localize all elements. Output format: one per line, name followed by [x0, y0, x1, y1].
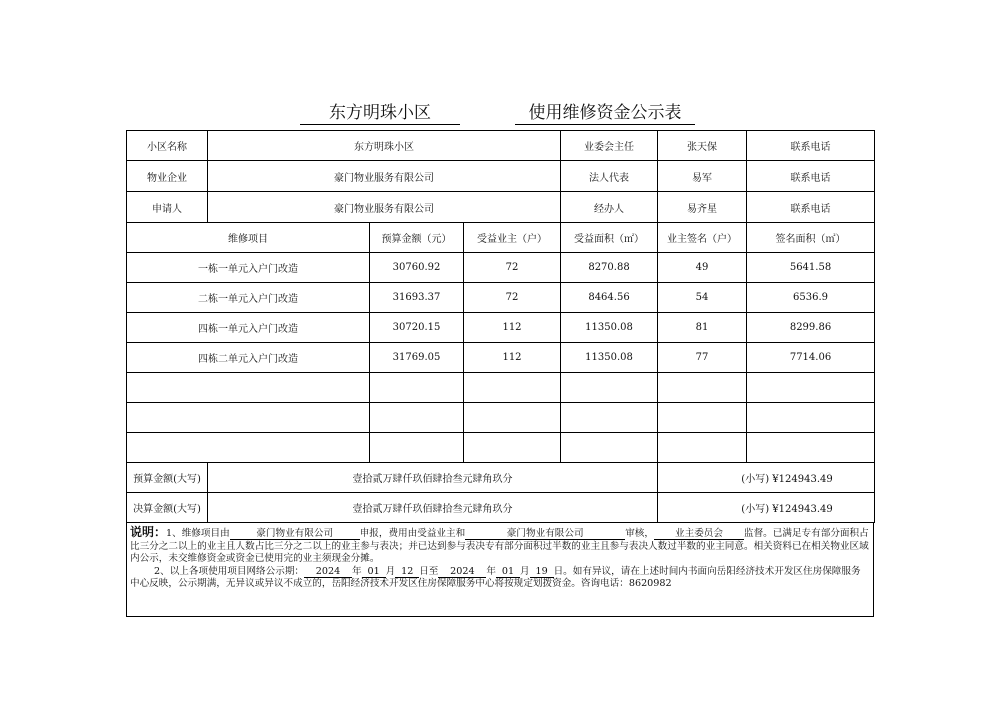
- final-label: 决算金额(大写): [127, 493, 208, 523]
- legal-rep: 易军: [658, 161, 747, 192]
- label: 联系电话: [747, 131, 875, 161]
- supervisor: 业主委员会: [654, 528, 744, 540]
- label: 小区名称: [127, 131, 208, 161]
- budget: 31693.37: [370, 283, 464, 313]
- start-year: 2024: [304, 566, 352, 578]
- col-header: 预算金额（元）: [370, 223, 464, 253]
- final-lowercase: (小写) ¥124943.49: [658, 493, 875, 523]
- signed-area: 8299.86: [747, 313, 875, 343]
- info-row-applicant: [127, 192, 875, 223]
- signed: 54: [658, 283, 747, 313]
- signed: 77: [658, 343, 747, 373]
- community-name: 东方明珠小区: [208, 131, 561, 161]
- label: 联系电话: [747, 161, 875, 192]
- signed: 81: [658, 313, 747, 343]
- property-company: 豪门物业服务有限公司: [208, 161, 561, 192]
- table-row: [127, 343, 875, 373]
- budget: 30760.92: [370, 253, 464, 283]
- column-header-row: [127, 223, 875, 253]
- applicant-company: 豪门物业有限公司: [230, 528, 360, 540]
- table-row: [127, 253, 875, 283]
- title-community: 东方明珠小区: [300, 98, 460, 125]
- signed-area: 7714.06: [747, 343, 875, 373]
- table-row: [127, 313, 875, 343]
- budget-amount-row: [127, 463, 875, 493]
- label: 申请人: [127, 192, 208, 223]
- budget: 30720.15: [370, 313, 464, 343]
- start-month: 01: [362, 566, 386, 578]
- area: 8270.88: [561, 253, 658, 283]
- area: 11350.08: [561, 313, 658, 343]
- note-paragraph-1: 说明：1、维修项目由 豪门物业有限公司 申报，费用由受益业主和 豪门物业有限公司 审核， 业主委员会 监督。已满足专有部分面积占比三分之二以上的业主且人数占比三分之二以上的业主参与表决；并已达到参与表决专有部分面积过半数的业主且参与表决人数过半数的业主同意。相关资料已在相关物业区域内公示，未交维修资金或资金已使用完的业主须现金分摊。: [130, 525, 869, 565]
- owners: 112: [464, 343, 561, 373]
- notes-heading: 说明：: [130, 525, 167, 539]
- label: 联系电话: [747, 192, 875, 223]
- empty-row: [127, 403, 875, 433]
- end-month: 01: [496, 566, 520, 578]
- maintenance-fund-table: [126, 130, 875, 523]
- document-title: [300, 98, 700, 124]
- applicant: 豪门物业服务有限公司: [208, 192, 561, 223]
- col-header: 签名面积（㎡）: [747, 223, 875, 253]
- col-header: 受益业主（户）: [464, 223, 561, 253]
- label: 物业企业: [127, 161, 208, 192]
- final-amount-row: [127, 493, 875, 523]
- reviewer-company: 豪门物业有限公司: [465, 528, 625, 540]
- signed: 49: [658, 253, 747, 283]
- label: 业委会主任: [561, 131, 658, 161]
- owners: 72: [464, 253, 561, 283]
- notes-section: [126, 523, 874, 617]
- final-uppercase: 壹拾贰万肆仟玖佰肆拾叁元肆角玖分: [208, 493, 658, 523]
- item: 四栋一单元入户门改造: [127, 313, 370, 343]
- item: 二栋一单元入户门改造: [127, 283, 370, 313]
- label: 经办人: [561, 192, 658, 223]
- budget-label: 预算金额(大写): [127, 463, 208, 493]
- handler: 易齐星: [658, 192, 747, 223]
- col-header: 维修项目: [127, 223, 370, 253]
- item: 一栋一单元入户门改造: [127, 253, 370, 283]
- info-row-community: [127, 131, 875, 161]
- area: 11350.08: [561, 343, 658, 373]
- col-header: 业主签名（户）: [658, 223, 747, 253]
- item: 四栋二单元入户门改造: [127, 343, 370, 373]
- budget-uppercase: 壹拾贰万肆仟玖佰肆拾叁元肆角玖分: [208, 463, 658, 493]
- end-day: 19: [530, 566, 554, 578]
- signed-area: 5641.58: [747, 253, 875, 283]
- committee-director: 张天保: [658, 131, 747, 161]
- owners: 72: [464, 283, 561, 313]
- empty-row: [127, 373, 875, 403]
- label: 法人代表: [561, 161, 658, 192]
- table-row: [127, 283, 875, 313]
- budget: 31769.05: [370, 343, 464, 373]
- end-year: 2024: [438, 566, 486, 578]
- signed-area: 6536.9: [747, 283, 875, 313]
- start-day: 12: [395, 566, 419, 578]
- note-paragraph-2: 2、以上各项使用项目网络公示期： 2024 年 01 月 12 日至 2024 年 01 月 19 日。如有异议，请在上述时间内书面向岳阳经济技术开发区住房保障服务中心反映，公示期满，无异议或异议不成立的，岳阳经济技术开发区住房保障服务中心将按规定划拨资金。咨询电话：8620982: [130, 565, 861, 590]
- info-row-property: [127, 161, 875, 192]
- empty-row: [127, 433, 875, 463]
- area: 8464.56: [561, 283, 658, 313]
- owners: 112: [464, 313, 561, 343]
- col-header: 受益面积（㎡）: [561, 223, 658, 253]
- budget-lowercase: (小写) ¥124943.49: [658, 463, 875, 493]
- title-main: 使用维修资金公示表: [515, 98, 695, 125]
